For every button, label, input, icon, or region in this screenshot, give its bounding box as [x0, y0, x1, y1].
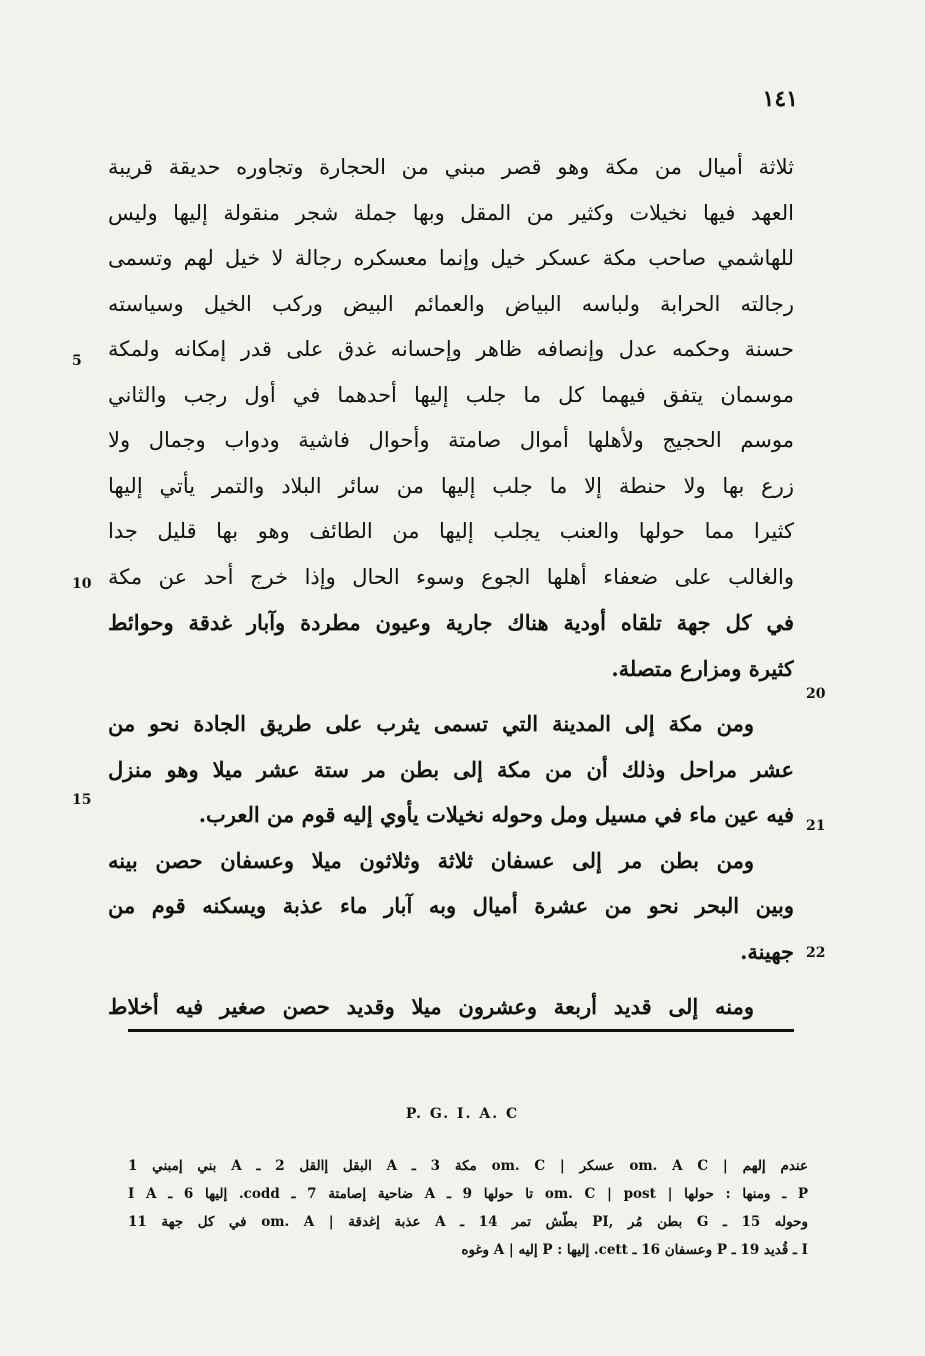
- page-number: ١٤١: [762, 86, 798, 112]
- text-line: ومنه إلى قديد أربعة وعشرون ميلا وقديد حصن صغير فيه أخلاط: [108, 994, 754, 1019]
- manuscript-sigla: P. G. I. A. C: [405, 1106, 520, 1122]
- line-number-15: 15: [72, 792, 92, 808]
- paragraph-1: [108, 145, 794, 691]
- text-line: فيه عين ماء في مسيل ومل وحوله نخيلات يأوي إليه قوم من العرب.: [198, 802, 794, 827]
- critical-apparatus: [128, 1152, 808, 1264]
- text-line: رجالته الحرابة ولباسه البياض والعمائم البيض وركب الخيل وسياسته: [108, 291, 794, 316]
- line-number-5: 5: [72, 353, 82, 369]
- text-line: عشر مراحل وذلك أن من مكة إلى بطن مر ستة عشر ميلا وهو منزل: [108, 756, 794, 782]
- text-line: موسمان يتفق فيهما كل ما جلب إليها أحدهما في أول رجب والثاني: [108, 382, 794, 407]
- text-line: ومن بطن مر إلى عسفان ثلاثة وثلاثون ميلا وعسفان حصن بينه: [108, 847, 754, 873]
- text-line: والغالب على ضعفاء أهلها الجوع وسوء الحال وإذا خرج أحد عن مكة: [108, 564, 794, 589]
- apparatus-line: P ـ ومنها : حولها | om. C | post تا حولها 9 ـ A ضاحية إصامتة 7 ـ codd. إليها 6 ـ I A: [128, 1186, 808, 1202]
- section-number-20: 20: [806, 686, 826, 702]
- apparatus-line: عندم إلهم | om. A C عسكر | om. C مكة 3 ـ A البقل إالقل 2 ـ A بني إمبني 1: [128, 1158, 808, 1174]
- text-line: حسنة وحكمه عدل وإنصافه ظاهر وإحسانه غدق على قدر إمكانه ولمكة: [108, 337, 794, 361]
- text-line: جهينة.: [740, 938, 794, 964]
- apparatus-line: وحوله 15 ـ G بطن مُر ,PI بطّش تمر 14 ـ A عذبة إغدقة | om. A في كل جهة 11: [128, 1214, 808, 1230]
- footnote-divider: [128, 1029, 794, 1032]
- paragraph-3: [108, 838, 794, 975]
- text-line: العهد فيها نخيلات وكثير من المقل وبها جملة شجر منقولة إليها وليس: [108, 200, 794, 225]
- text-line: زرع بها ولا حنطة إلا ما جلب إليها من سائر البلاد والتمر يأتي إليها: [108, 473, 794, 498]
- main-text: [108, 145, 794, 1030]
- text-line: للهاشمي صاحب مكة عسكر خيل وإنما معسكره رجالة لا خيل لهم وتسمى: [108, 246, 794, 270]
- text-line: موسم الحجيج ولأهلها أموال صامتة وأحوال فاشية ودواب وجمال ولا: [108, 428, 794, 452]
- line-number-10: 10: [72, 576, 92, 592]
- text-line: ثلاثة أميال من مكة وهو قصر مبني من الحجارة وتجاوره حديقة قريبة: [108, 155, 794, 179]
- paragraph-4: [108, 984, 794, 1030]
- text-line: في كل جهة تلقاه أودية هناك جارية وعيون مطردة وآبار غدقة وحوائط: [108, 610, 794, 635]
- apparatus-line: I ـ قُديد 19 ـ P وعسفان 16 ـ cett. إليها : P إليه | A وغوه: [461, 1242, 808, 1258]
- text-line: وبين البحر نحو من عشرة أميال وبه آبار ماء عذبة ويسكنه قوم من: [108, 893, 794, 918]
- paragraph-2: [108, 701, 794, 838]
- text-line: كثيرة ومزارع متصلة.: [611, 655, 794, 681]
- section-number-21: 21: [806, 818, 826, 834]
- text-line: كثيرا مما حولها والعنب يجلب إليها من الطائف وهو بها قليل جدا: [108, 519, 794, 543]
- text-line: ومن مكة إلى المدينة التي تسمى يثرب على طريق الجادة نحو من: [108, 711, 754, 736]
- section-number-22: 22: [806, 945, 826, 961]
